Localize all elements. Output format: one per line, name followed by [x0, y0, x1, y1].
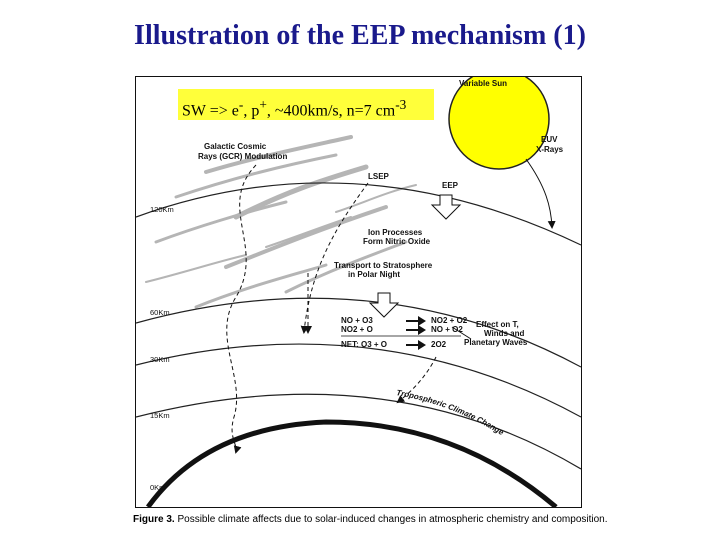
gcr-label-line2: Rays (GCR) Modulation — [198, 152, 288, 161]
ion-processes-line1: Ion Processes — [368, 228, 423, 237]
gcr-label-line1: Galactic Cosmic — [204, 142, 267, 151]
altitude-label: 60Km — [150, 308, 170, 317]
lsep-arrow — [304, 183, 368, 332]
altitude-label: 30Km — [150, 355, 170, 364]
euv-arrow — [526, 159, 552, 227]
lsep-label: LSEP — [368, 172, 389, 181]
reaction-1-products: NO2 + O2 — [431, 316, 468, 325]
ion-processes-line2: Form Nitric Oxide — [363, 237, 431, 246]
effect-line1: Effect on T, — [476, 320, 519, 329]
atmosphere-diagram — [136, 77, 581, 507]
caption-text: Possible climate affects due to solar-induced changes in atmospheric chemistry and composition. — [174, 514, 608, 525]
reaction-2-reactants: NO2 + O — [341, 325, 373, 334]
reaction-1-reactants: NO + O3 — [341, 316, 373, 325]
gcr-streaks — [146, 137, 416, 307]
net-reaction-products: 2O2 — [431, 340, 447, 349]
sw-proton-sup: + — [259, 97, 267, 112]
transport-line2: in Polar Night — [348, 270, 400, 279]
reaction-2-products: NO + O2 — [431, 325, 463, 334]
reaction-arrow-icon — [406, 316, 426, 326]
earth-surface — [148, 422, 556, 507]
altitude-label: 120Km — [150, 205, 174, 214]
altitude-label: 15Km — [150, 411, 170, 420]
reaction-arrow-icon — [406, 325, 426, 335]
chemistry-reactions — [341, 316, 468, 350]
reaction-arrow-icon — [406, 340, 426, 350]
sw-electron-sup: - — [238, 97, 244, 112]
xrays-label: X-Rays — [536, 145, 564, 154]
eep-label: EEP — [442, 181, 459, 190]
sw-text-mid: , p — [243, 102, 260, 120]
transport-arrow-icon — [370, 293, 398, 317]
effect-line2: Winds and — [484, 329, 525, 338]
eep-diagram-figure — [135, 76, 582, 508]
solar-wind-annotation — [178, 89, 434, 120]
net-reaction-reactants: NET: O3 + O — [341, 340, 388, 349]
variable-sun-label: Variable Sun — [459, 79, 508, 88]
sw-density-sup: -3 — [395, 97, 407, 112]
tropo-climate-label: Tropospheric Climate Change — [395, 388, 506, 438]
sw-text-prefix: SW => e — [182, 102, 239, 120]
caption-label: Figure 3. — [133, 514, 175, 525]
eep-arrow-icon — [432, 195, 460, 219]
altitude-label: 0Km — [150, 483, 166, 492]
slide-title: Illustration of the EEP mechanism (1) — [134, 20, 586, 51]
arc-30km — [136, 344, 581, 417]
sw-text-suffix: , ~400km/s, n=7 cm — [266, 102, 396, 120]
effect-line3: Planetary Waves — [464, 338, 528, 347]
transport-line1: Transport to Stratosphere — [334, 261, 433, 270]
arc-120km — [136, 183, 581, 245]
sun-icon — [449, 77, 549, 169]
figure-caption — [133, 514, 613, 525]
euv-label: EUV — [541, 135, 558, 144]
